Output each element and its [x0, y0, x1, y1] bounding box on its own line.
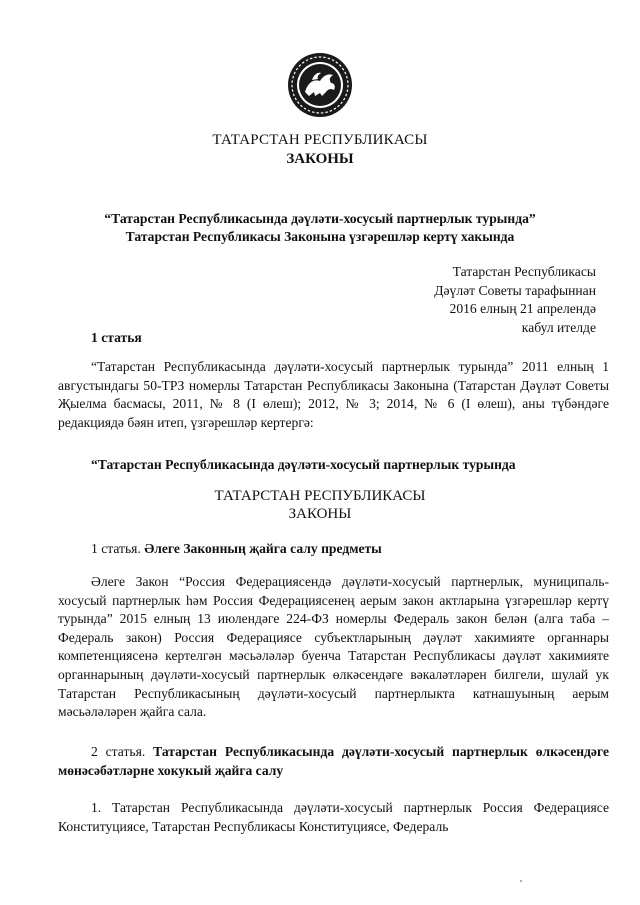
new-law-state-name: ТАТАРСТАН РЕСПУБЛИКАСЫ: [214, 488, 426, 504]
adoption-line: кабул ителде: [521, 319, 596, 335]
adoption-line: Татарстан Республикасы: [452, 264, 596, 279]
law-title-line1: “Татарстан Республикасында дәүләти-хосусый партнерлык турында”: [104, 211, 536, 226]
state-name: ТАТАРСТАН РЕСПУБЛИКАСЫ: [212, 132, 428, 148]
section-1-text: Әлеге Закон “Россия Федерациясендә дәүләти-хосусый партнерлык, муниципаль-хосусый партнерлык һәм Россия Федерациясенең аерым закон актларына үзгәрешләр кертү турында” 2015 елның 13 июлендәге 224-ФЗ номерлы Федераль закон белән (алга таба – Федераль закон) Россия Федерациясе субъектларының дәүләт хакимияте органнары компетенциясенә кертелгән мәсьәләләр буенча Татарстан Республикасы дәүләт хакимияте органнарының дәүләти-хосусый партнерлык өлкәсендәге вәкаләтләрен билгели, шулай ук Татарстан Республикасының дәүләти-хосусый партнерлыкта катнашуының аерым мәсьәләләрен җайга сала.: [58, 574, 609, 720]
adoption-date: 2016 елның 21 апрелендә: [449, 301, 596, 316]
section-2-number: 2 статья.: [91, 744, 146, 759]
section-1-number: 1 статья.: [91, 541, 141, 556]
section-1-heading: [91, 541, 382, 557]
new-law-document-type: ЗАКОНЫ: [288, 506, 352, 522]
scan-speck: [520, 880, 522, 882]
law-title-line2: Татарстан Республикасы Законына үзгәрешләр кертү хакында: [125, 229, 515, 244]
document-type: ЗАКОНЫ: [286, 151, 354, 167]
tatarstan-coat-of-arms-icon: [287, 52, 353, 118]
section-2-title: Татарстан Республикасында дәүләти-хосусый партнерлык өлкәсендәге мөнәсәбәтләрне хокукый җайга салу: [58, 744, 609, 778]
article-1-heading: 1 статья: [91, 330, 142, 345]
section-1-title: Әлеге Законның җайга салу предметы: [144, 541, 382, 556]
adoption-block: [434, 263, 596, 337]
new-law-quote-title: “Татарстан Республикасында дәүләти-хосусый партнерлык турында: [91, 457, 516, 472]
article-1-text: “Татарстан Республикасында дәүләти-хосусый партнерлык турында” 2011 елның 1 августындагы 50-ТРЗ номерлы Татарстан Республикасы Законына (Татарстан Дәүләт Советы Җыелма басмасы, 2011, № 8 (I өлеш); 2012, № 3; 2014, № 6 (I өлеш), аны түбәндәге редакциядә бәян итеп, үзгәрешләр кертергә:: [58, 359, 609, 430]
section-2-paragraph-1: 1. Татарстан Республикасында дәүләти-хосусый партнерлык Россия Федерациясе Конституциясе, Татарстан Республикасы Конституциясе, Федераль: [58, 800, 609, 834]
adoption-line: Дәүләт Советы тарафыннан: [434, 282, 596, 298]
section-2-heading: [58, 743, 609, 780]
